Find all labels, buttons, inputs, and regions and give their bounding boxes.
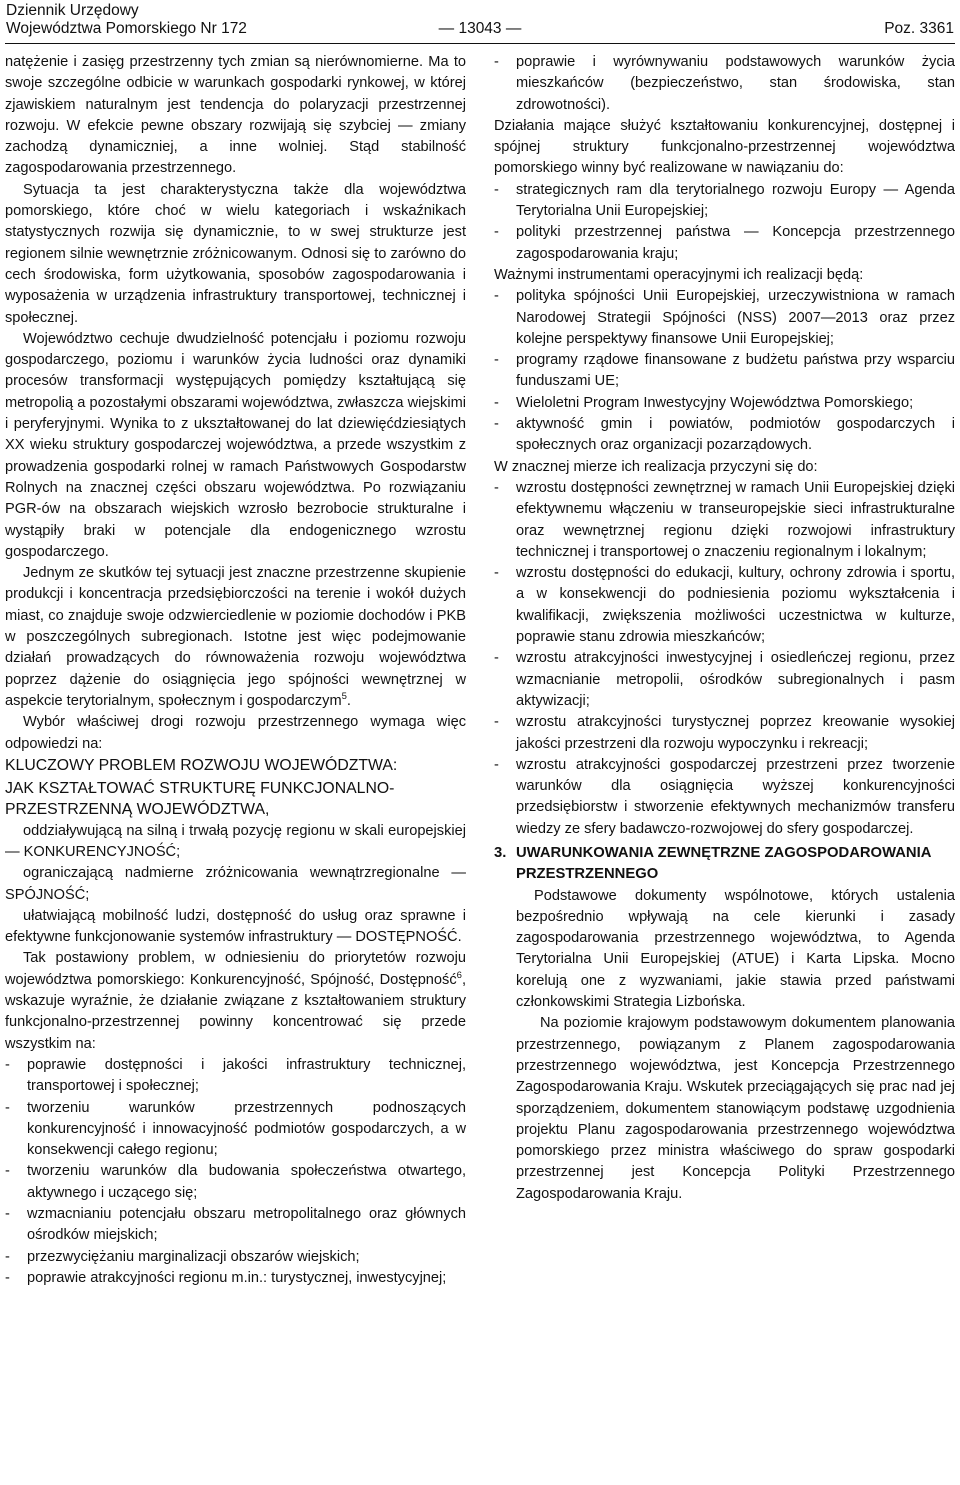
list-item-text: poprawie i wyrównywaniu podstawowych warunków życia mieszkańców (bezpieczeństwo, stan środowiska, stan zdrowotności).	[516, 54, 955, 113]
journal-title-line1: Dziennik Urzędowy	[6, 2, 139, 19]
list-item: - wzrostu dostępności do edukacji, kultury, ochrony zdrowia i sportu, a w konsekwencji do podniesienia poziomu wykształcenia i kwalifikacji, zwiększenia możliwości uczestnictwa w kulturze, poprawie stanu zdrowia mieszkańców;	[494, 565, 955, 646]
list-item-text: przezwyciężaniu marginalizacji obszarów wiejskich;	[27, 1248, 360, 1265]
section-title: UWARUNKOWANIA ZEWNĘTRZNE ZAGOSPODAROWANIA PRZESTRZENNEGO	[516, 844, 931, 883]
page-number: — 13043 —	[438, 20, 522, 37]
list-item-text: strategicznych ram dla terytorialnego rozwoju Europy — Agenda Terytorialna Unii Europejskiej;	[516, 181, 955, 220]
list-item-text: wzrostu atrakcyjności inwestycyjnej i osiedleńczej regionu, przez wzmacnianie metropolii, ośrodków subregionalnych i pasm aktywizacji;	[516, 650, 955, 709]
paragraph: Na poziomie krajowym podstawowym dokumentem planowania przestrzennego, powiązanym z Planem zagospodarowania przestrzennego województwa, jest Koncepcja Przestrzennego Zagospodarowania Kraju. Wskutek przeciągających się prac nad jej sporządzeniem, dokumentem stanowiącym podstawę uzgodnienia projektu Planu zagospodarowania przestrzennego województwa pomorskiego przez ministra właściwego do spraw gospodarki przestrzennej jest Koncepcja Polityki Przestrzennego Zagospodarowania Kraju.	[516, 1015, 955, 1202]
list-item: - programy rządowe finansowane z budżetu państwa przy wsparciu funduszami UE;	[494, 352, 955, 390]
list-item: - wzrostu atrakcyjności inwestycyjnej i osiedleńczej regionu, przez wzmacnianie metropolii, ośrodków subregionalnych i pasm aktywizacji;	[494, 650, 955, 709]
page-header	[0, 0, 960, 44]
list-item-text: poprawie dostępności i jakości infrastruktury technicznej, transportowej i społecznej;	[27, 1056, 466, 1095]
list-item: - wzrostu atrakcyjności gospodarczej przestrzeni przez tworzenie warunków dla osiągnięcia wyższej konkurencyjności przedsiębiorstw i stworzenie efektywnych mechanizmów transferu wiedzy ze sfery badawczo-rozwojowej do sfery gospodarczej.	[494, 756, 955, 837]
list-item-text: programy rządowe finansowane z budżetu państwa przy wsparciu funduszami UE;	[516, 352, 955, 390]
list-item-text: aktywność gmin i powiatów, podmiotów gospodarczych i społecznych oraz organizacji pozarządowych.	[516, 416, 955, 454]
paragraph: ułatwiającą mobilność ludzi, dostępność do usług oraz sprawne i efektywne funkcjonowanie systemów infrastruktury — DOSTĘPNOŚĆ.	[5, 907, 466, 946]
paragraph-end: .	[346, 692, 351, 709]
list-item: - aktywność gmin i powiatów, podmiotów gospodarczych i społecznych oraz organizacji pozarządowych.	[494, 416, 955, 454]
paragraph: Województwo cechuje dwudzielność potencjału i poziomu rozwoju gospodarczego, poziomu i warunków życia ludności oraz dynamiki procesów transformacji występujących pomiędzy kształtującą się metropolią a pozostałymi obszarami województwa, zwłaszcza wiejskimi i peryferyjnymi. Wynika to z ukształtowanej do lat dziewięćdziesiątych XX wieku struktury gospodarczej województwa, a przede wszystkim z prowadzenia gospodarki rolnej w ramach Państwowych Gospodarstw Rolnych na znacznej części obszaru województwa. Po rozwiązaniu PGR-ów na obszarach wiejskich wzrosło bezrobocie strukturalne i wystąpiły braki w potencjale dla endogenicznego wzrostu gospodarczego.	[5, 330, 466, 560]
footnote-ref: 6	[456, 969, 462, 981]
list-item: - poprawie i wyrównywaniu podstawowych warunków życia mieszkańców (bezpieczeństwo, stan środowiska, stan zdrowotności).	[494, 54, 955, 113]
list-item: - polityka spójności Unii Europejskiej, urzeczywistniona w ramach Narodowej Strategii Spójności (NSS) 2007—2013 oraz przez kolejne perspektywy finansowe Unii Europejskiej;	[494, 288, 955, 347]
paragraph	[5, 563, 466, 712]
paragraph-text: Jednym ze skutków tej sytuacji jest znaczne przestrzenne skupienie produkcji i koncentracja przedsiębiorczości na terenie i wokół dużych miast, co znajduje swoje odzwierciedlenie w poziomie dochodów i PKB w poszczególnych subregionach. Istotne jest więc podejmowanie działań prowadzących do równoważenia rozwoju województwa poprzez dążenie do osiągnięcia jego spójności wewnętrznej w aspekcie terytorialnym, społecznym i gospodarczym	[5, 565, 466, 709]
paragraph: Sytuacja ta jest charakterystyczna także dla województwa pomorskiego, które choć w wielu kategoriach i wskaźnikach statystycznych rozwija się dynamicznie, to w swej strukturze jest regionem silnie wewnętrznie zróżnicowanym. Odnosi się to zarówno do cech środowiska, form użytkowania, sposobów zagospodarowania i wyposażenia w urządzenia infrastruktury transportowej, technicznej i społecznej.	[5, 181, 466, 326]
paragraph-text: Tak postawiony problem, w odniesieniu do priorytetów rozwoju województwa pomorskiego: Konkurencyjność, Spójność, Dostępność	[5, 950, 466, 988]
list-item-text: tworzeniu warunków przestrzennych podnoszących konkurencyjność i innowacyjność podmiotów gospodarczych, a w konsekwencji całego regionu;	[27, 1099, 466, 1159]
paragraph: Podstawowe dokumenty wspólnotowe, których ustalenia bezpośrednio wpływają na cele kierunki i zasady zagospodarowania przestrzennego województwa, to Agenda Terytorialna Unii Europejskiej (ATUE) i Karta Lipska. Mocno korelują one z wyzwaniami, jakie stawia przed państwami członkowskimi Strategia Lizbońska.	[516, 887, 955, 1011]
header-rule	[5, 43, 955, 44]
list-item-text: wzrostu atrakcyjności turystycznej poprzez kreowanie wysokiej jakości przestrzeni dla rozwoju wypoczynku i rekreacji;	[516, 714, 955, 752]
journal-title-line2: Województwa Pomorskiego Nr 172	[6, 20, 247, 37]
list-item-text: wzrostu dostępności zewnętrznej w ramach Unii Europejskiej dzięki efektywnemu włączeniu w transeuropejskie sieci infrastrukturalne oraz wewnętrznej regionu dzięki rozwojowi infrastruktury technicznej i transportowej o znaczeniu regionalnym i lokalnym;	[516, 479, 955, 560]
section-heading	[494, 843, 955, 886]
paragraph: ograniczającą nadmierne zróżnicowania wewnątrzregionalne — SPÓJNOŚĆ;	[5, 865, 466, 903]
paragraph	[5, 948, 466, 1054]
list-item: - tworzeniu warunków dla budowania społeczeństwa otwartego, aktywnego i uczącego się;	[5, 1163, 466, 1201]
paragraph-text: , wskazuje wyraźnie, że działanie związane z kształtowaniem struktury funkcjonalno-przestrzennej powinny koncentrować się przede wszystkim na:	[5, 971, 466, 1052]
footnote-ref: 5	[341, 691, 347, 703]
paragraph: Działania mające służyć kształtowaniu konkurencyjnej, dostępnej i spójnej struktury funkcjonalno-przestrzennej województwa pomorskiego winny być realizowane w nawiązaniu do:	[494, 117, 955, 177]
list-item: - strategicznych ram dla terytorialnego rozwoju Europy — Agenda Terytorialna Unii Europejskiej;	[494, 181, 955, 220]
list-item: - poprawie dostępności i jakości infrastruktury technicznej, transportowej i społecznej;	[5, 1056, 466, 1095]
list-item: - polityki przestrzennej państwa — Koncepcja przestrzennego zagospodarowania kraju;	[494, 224, 955, 262]
key-question: JAK KSZTAŁTOWAĆ STRUKTURĘ FUNKCJONALNO-PRZESTRZENNĄ WOJEWÓDZTWA,	[5, 780, 395, 819]
list-item-text: Wieloletni Program Inwestycyjny Województwa Pomorskiego;	[516, 394, 914, 411]
list-item-text: wzmacnianiu potencjału obszaru metropolitalnego oraz głównych ośrodków miejskich;	[27, 1206, 466, 1244]
section-number: 3.	[494, 844, 507, 861]
list-item-text: wzrostu atrakcyjności gospodarczej przestrzeni przez tworzenie warunków dla osiągnięcia wyższej konkurencyjności przedsiębiorstw i stworzenie efektywnych mechanizmów transferu wiedzy ze sfery badawczo-rozwojowej do sfery gospodarczej.	[516, 756, 955, 837]
paragraph: Ważnymi instrumentami operacyjnymi ich realizacji będą:	[494, 266, 864, 283]
list-item-text: poprawie atrakcyjności regionu m.in.: turystycznej, inwestycyjnej;	[27, 1269, 447, 1286]
paragraph: Wybór właściwej drogi rozwoju przestrzennego wymaga więc odpowiedzi na:	[5, 714, 466, 752]
list-item: - wzrostu dostępności zewnętrznej w ramach Unii Europejskiej dzięki efektywnemu włączeniu w transeuropejskie sieci infrastrukturalne oraz wewnętrznej regionu dzięki rozwojowi infrastruktury technicznej i transportowej o znaczeniu regionalnym i lokalnym;	[494, 479, 955, 560]
list-item: - wzmacnianiu potencjału obszaru metropolitalnego oraz głównych ośrodków miejskich;	[5, 1206, 466, 1244]
paragraph: W znacznej mierze ich realizacja przyczyni się do:	[494, 458, 818, 475]
key-problem-heading: KLUCZOWY PROBLEM ROZWOJU WOJEWÓDZTWA:	[5, 756, 398, 774]
list-item-text: wzrostu dostępności do edukacji, kultury, ochrony zdrowia i sportu, a w konsekwencji do podniesienia poziomu wykształcenia i kwalifikacji, zwiększenia możliwości uczestnictwa w kulturze, poprawie stanu zdrowia mieszkańców;	[516, 565, 955, 646]
list-item-text: tworzeniu warunków dla budowania społeczeństwa otwartego, aktywnego i uczącego się;	[27, 1163, 466, 1201]
list-item: - poprawie atrakcyjności regionu m.in.: turystycznej, inwestycyjnej;	[5, 1269, 447, 1286]
list-item: - przezwyciężaniu marginalizacji obszarów wiejskich;	[5, 1248, 360, 1265]
paragraph: oddziaływującą na silną i trwałą pozycję regionu w skali europejskiej — KONKURENCYJNOŚĆ;	[5, 822, 466, 860]
position-number: Poz. 3361	[884, 20, 954, 37]
left-column	[5, 52, 466, 1289]
list-item-text: polityka spójności Unii Europejskiej, urzeczywistniona w ramach Narodowej Strategii Spójności (NSS) 2007—2013 oraz przez kolejne perspektywy finansowe Unii Europejskiej;	[516, 288, 955, 347]
right-column	[494, 52, 955, 1205]
paragraph: natężenie i zasięg przestrzenny tych zmian są nierównomierne. Ma to swoje szczególne odbicie w warunkach gospodarki rynkowej, w której zjawiskiem naturalnym jest tendencja do polaryzacji przestrzennej rozwoju. W efekcie pewne obszary rozwijają się szybciej — zmiany zachodzą dynamiczniej, a inne wolniej. Stąd stabilność zagospodarowania przestrzennego.	[5, 54, 466, 177]
list-item: - tworzeniu warunków przestrzennych podnoszących konkurencyjność i innowacyjność podmiotów gospodarczych, a w konsekwencji całego regionu;	[5, 1099, 466, 1159]
list-item-text: polityki przestrzennej państwa — Koncepcja przestrzennego zagospodarowania kraju;	[516, 224, 955, 262]
list-item: - wzrostu atrakcyjności turystycznej poprzez kreowanie wysokiej jakości przestrzeni dla rozwoju wypoczynku i rekreacji;	[494, 714, 955, 752]
list-item: - Wieloletni Program Inwestycyjny Województwa Pomorskiego;	[494, 394, 914, 411]
